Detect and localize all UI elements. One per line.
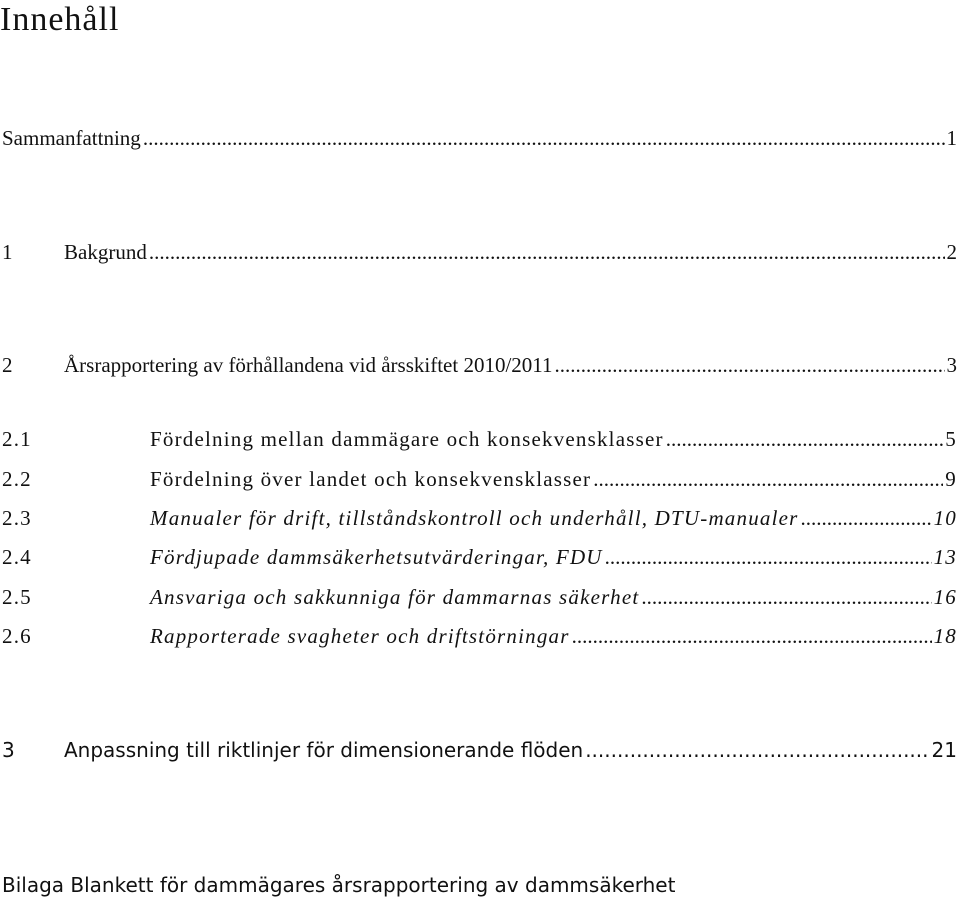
toc-entry-chapter-1[interactable] [2, 239, 957, 265]
toc-entry-section-2-3[interactable] [2, 505, 957, 531]
toc-entry-title: Fördelning över landet och konsekvensklasser [150, 467, 592, 491]
toc-entry-section-2-2[interactable] [2, 466, 957, 492]
toc-entry-title: Manualer för drift, tillståndskontroll och underhåll, DTU-manualer [150, 506, 799, 530]
toc-leader-dots [641, 584, 931, 610]
toc-leader-dots [149, 239, 945, 265]
toc-entry-page: 3 [946, 353, 957, 377]
toc-leader-dots [593, 466, 943, 492]
toc-entry-number: 2.4 [2, 545, 32, 569]
toc-leader-dots [585, 737, 929, 763]
toc-entry-title: Årsrapportering av förhållandena vid årsskiftet 2010/2011 [64, 353, 553, 377]
toc-entry-number: 1 [2, 240, 13, 264]
toc-leader-dots [143, 125, 945, 151]
toc-entry-chapter-3[interactable] [2, 737, 957, 763]
toc-leader-dots [801, 505, 932, 531]
toc-entry-page: 18 [933, 624, 957, 648]
toc-entry-page: 21 [931, 738, 957, 762]
toc-entry-section-2-6[interactable] [2, 623, 957, 649]
toc-entry-title: Ansvariga och sakkunniga för dammarnas säkerhet [150, 585, 640, 609]
toc-entry-title: Fördelning mellan dammägare och konsekvensklasser [150, 427, 664, 451]
toc-entry-title: Sammanfattning [2, 126, 141, 150]
toc-leader-dots [555, 352, 945, 378]
toc-entry-page: 10 [933, 506, 957, 530]
toc-entry-section-2-4[interactable] [2, 544, 957, 570]
toc-entry-page: 13 [933, 545, 957, 569]
toc-entry-page: 5 [945, 427, 957, 451]
toc-entry-number: 3 [2, 738, 15, 762]
toc-entry-chapter-2[interactable] [2, 352, 957, 378]
toc-entry-number: 2.5 [2, 585, 32, 609]
toc-entry-title: Rapporterade svagheter och driftstörningar [150, 624, 570, 648]
toc-entry-number: 2.6 [2, 624, 32, 648]
toc-entry-number: 2 [2, 353, 13, 377]
toc-entry-number: 2.2 [2, 467, 32, 491]
toc-entry-title: Anpassning till riktlinjer för dimensionerande flöden [64, 738, 584, 762]
toc-entry-number: 2.1 [2, 427, 32, 451]
toc-entry-title: Bakgrund [64, 240, 147, 264]
appendix-entry[interactable]: Bilaga Blankett för dammägares årsrapportering av dammsäkerhet [2, 873, 676, 897]
toc-entry-summary[interactable] [2, 125, 957, 151]
page-title: Innehåll [0, 1, 120, 38]
toc-entry-number: 2.3 [2, 506, 32, 530]
toc-entry-page: 16 [933, 585, 957, 609]
toc-entry-section-2-5[interactable] [2, 584, 957, 610]
toc-leader-dots [666, 426, 944, 452]
toc-leader-dots [572, 623, 932, 649]
toc-entry-page: 9 [945, 467, 957, 491]
toc-entry-title: Fördjupade dammsäkerhetsutvärderingar, FDU [150, 545, 603, 569]
toc-entry-page: 2 [946, 240, 957, 264]
toc-leader-dots [605, 544, 932, 570]
toc-entry-section-2-1[interactable] [2, 426, 957, 452]
toc-entry-page: 1 [946, 126, 957, 150]
